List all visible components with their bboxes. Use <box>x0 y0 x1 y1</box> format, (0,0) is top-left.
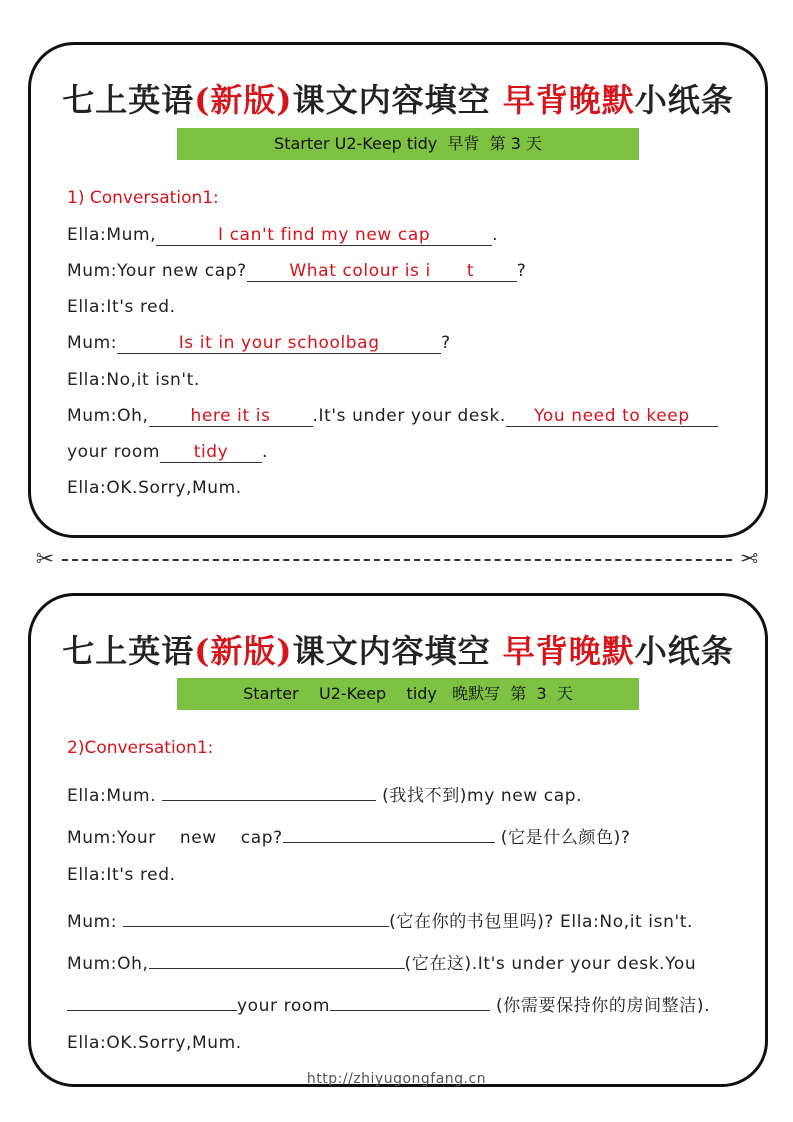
cut-line <box>32 548 762 572</box>
evening-dictation-card <box>28 593 768 1087</box>
answer-blank: I can't find my new cap <box>156 225 492 246</box>
section-heading: 2)Conversation1: <box>67 738 214 758</box>
dialogue-line: Ella:It's red. <box>67 297 176 317</box>
dialogue-line: Mum:Your new cap? (它是什么颜色)? <box>67 823 630 848</box>
dialogue-line: Ella:It's red. <box>67 865 176 885</box>
answer-blank: here it is <box>149 406 313 427</box>
scissors-icon: ✂ <box>739 547 759 572</box>
dialogue-line: Mum:Your new cap? What colour is i t ? <box>67 261 527 281</box>
dialogue-line: your room (你需要保持你的房间整洁). <box>67 991 710 1016</box>
card-title: 七上英语(新版)课文内容填空 早背晚默小纸条 <box>62 81 734 119</box>
dialogue-line: Ella:OK.Sorry,Mum. <box>67 478 242 498</box>
answer-blank <box>123 908 389 927</box>
answer-blank <box>330 992 490 1011</box>
answer-blank: What colour is i t <box>247 261 517 282</box>
dialogue-line: Mum:Oh, (它在这).It's under your desk.You <box>67 949 696 974</box>
answer-blank: tidy <box>160 442 262 463</box>
footer-url: http://zhiyugongfang.cn <box>306 1071 487 1087</box>
answer-blank <box>283 824 495 843</box>
dialogue-line: Ella:Mum, I can't find my new cap . <box>67 225 499 245</box>
section-heading: 1) Conversation1: <box>67 188 219 208</box>
answer-blank: You need to keep <box>506 406 718 427</box>
dialogue-line: Mum: (它在你的书包里吗)? Ella:No,it isn't. <box>67 907 693 932</box>
lesson-banner: Starter U2-Keep tidy 晚默写 第 3 天 <box>177 678 639 710</box>
dialogue-line: Ella:No,it isn't. <box>67 370 200 390</box>
card-title: 七上英语(新版)课文内容填空 早背晚默小纸条 <box>62 632 734 670</box>
answer-blank <box>162 782 376 801</box>
answer-blank <box>67 992 237 1011</box>
dialogue-line: Ella:Mum. (我找不到)my new cap. <box>67 781 582 806</box>
lesson-banner: Starter U2-Keep tidy 早背 第 3 天 <box>177 128 639 160</box>
dialogue-line: Ella:OK.Sorry,Mum. <box>67 1033 242 1053</box>
dashed-divider <box>62 559 732 561</box>
morning-recite-card <box>28 42 768 538</box>
answer-blank: Is it in your schoolbag <box>117 333 441 354</box>
dialogue-line: Mum: Is it in your schoolbag ? <box>67 333 451 353</box>
answer-blank <box>149 950 405 969</box>
scissors-icon: ✂ <box>35 547 55 572</box>
dialogue-line: Mum:Oh, here it is .It's under your desk. You need to keep <box>67 406 718 427</box>
dialogue-line: your room tidy . <box>67 442 269 462</box>
